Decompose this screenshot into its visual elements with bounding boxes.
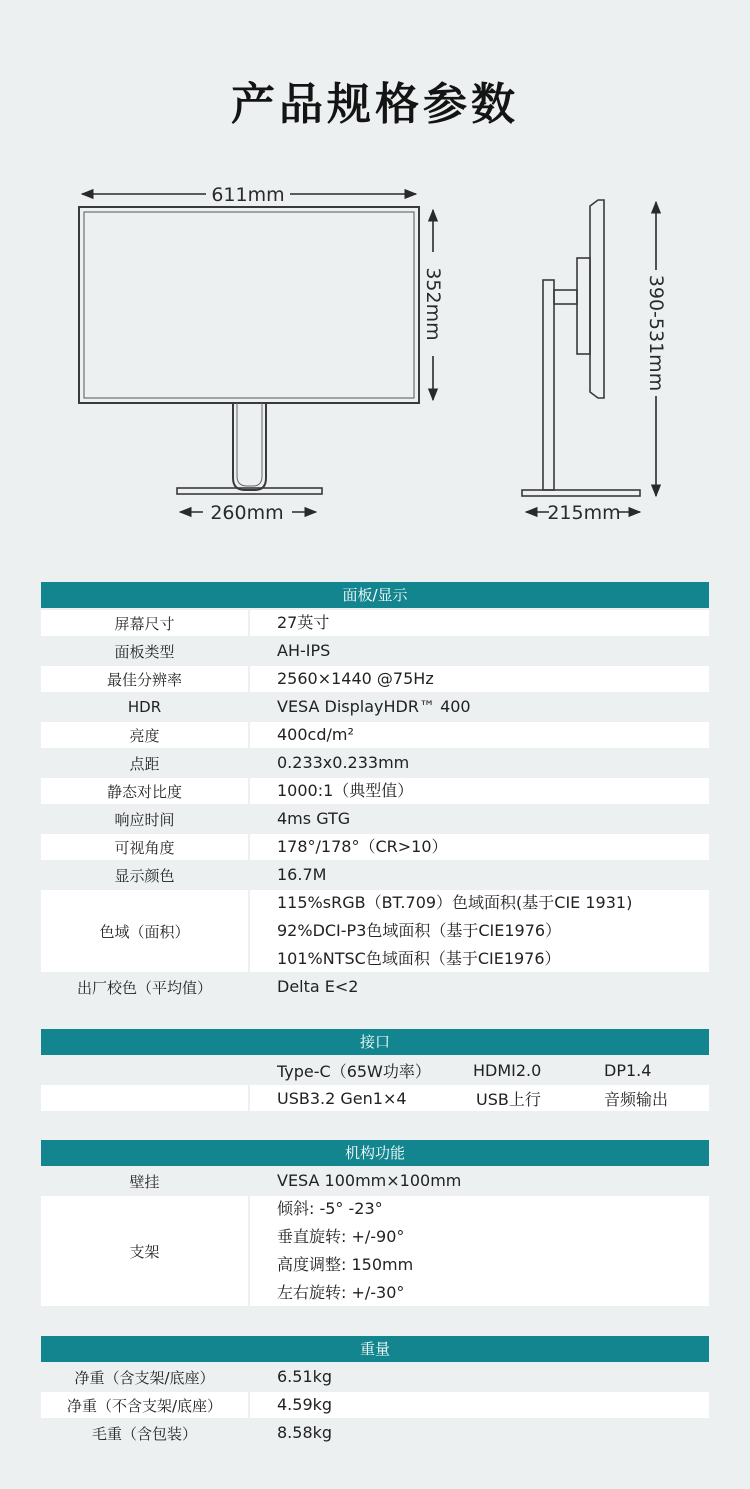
spec-row-wall-mount: 壁挂 VESA 100mm×100mm [41, 1168, 709, 1194]
weight-header: 重量 [41, 1336, 709, 1362]
ports-header: 接口 [41, 1029, 709, 1055]
stand-base-side [522, 490, 640, 496]
spec-row-pixel-pitch: 点距 0.233x0.233mm [41, 750, 709, 776]
ports-row-1: Type-C（65W功率） HDMI2.0 DP1.4 [41, 1057, 709, 1083]
front-view [79, 184, 444, 524]
base-width-label: 260mm [210, 502, 284, 524]
spec-row-net-weight-without-stand: 净重（不含支架/底座） 4.59kg [41, 1392, 709, 1418]
spec-row-color-gamut: 色域（面积） 115%sRGB（BT.709）色域面积(基于CIE 1931) 92%DCI-P3色域面积（基于CIE1976） 101%NTSC色域面积（基于CIE1976） [41, 890, 709, 972]
panel-display-section [41, 582, 709, 1000]
weight-section [41, 1336, 709, 1446]
ports-row-2: USB3.2 Gen1×4 USB上行 音频输出 [41, 1085, 709, 1111]
page-title: 产品规格参数 [231, 79, 519, 130]
height-range-label: 390-531mm [645, 274, 667, 392]
spec-row-net-weight-with-stand: 净重（含支架/底座） 6.51kg [41, 1364, 709, 1390]
width-label: 611mm [211, 184, 285, 206]
spec-row-brightness: 亮度 400cd/m² [41, 722, 709, 748]
panel-display-header: 面板/显示 [41, 582, 709, 608]
spec-row-stand: 支架 倾斜: -5° -23° 垂直旋转: +/-90° 高度调整: 150mm 左右旋转: +/-30° [41, 1196, 709, 1306]
spec-row-calibration: 出厂校色（平均值） Delta E<2 [41, 974, 709, 1000]
spec-row-display-colors: 显示颜色 16.7M [41, 862, 709, 888]
spec-row-panel-type: 面板类型 AH-IPS [41, 638, 709, 664]
spec-row-viewing-angle: 可视角度 178°/178°（CR>10） [41, 834, 709, 860]
mechanical-header: 机构功能 [41, 1140, 709, 1166]
base-depth-label: 215mm [547, 502, 621, 524]
height-label: 352mm [422, 267, 444, 341]
spec-row-gross-weight: 毛重（含包装） 8.58kg [41, 1420, 709, 1446]
spec-row-contrast: 静态对比度 1000:1（典型值） [41, 778, 709, 804]
mechanical-section [41, 1140, 709, 1306]
ports-section [41, 1029, 709, 1111]
monitor-dimension-diagram [0, 160, 750, 540]
monitor-front [79, 207, 419, 403]
spec-row-response-time: 响应时间 4ms GTG [41, 806, 709, 832]
side-view [522, 200, 667, 524]
spec-row-hdr: HDR VESA DisplayHDR™ 400 [41, 694, 709, 720]
spec-row-screen-size: 屏幕尺寸 27英寸 [41, 610, 709, 636]
spec-row-resolution: 最佳分辨率 2560×1440 @75Hz [41, 666, 709, 692]
